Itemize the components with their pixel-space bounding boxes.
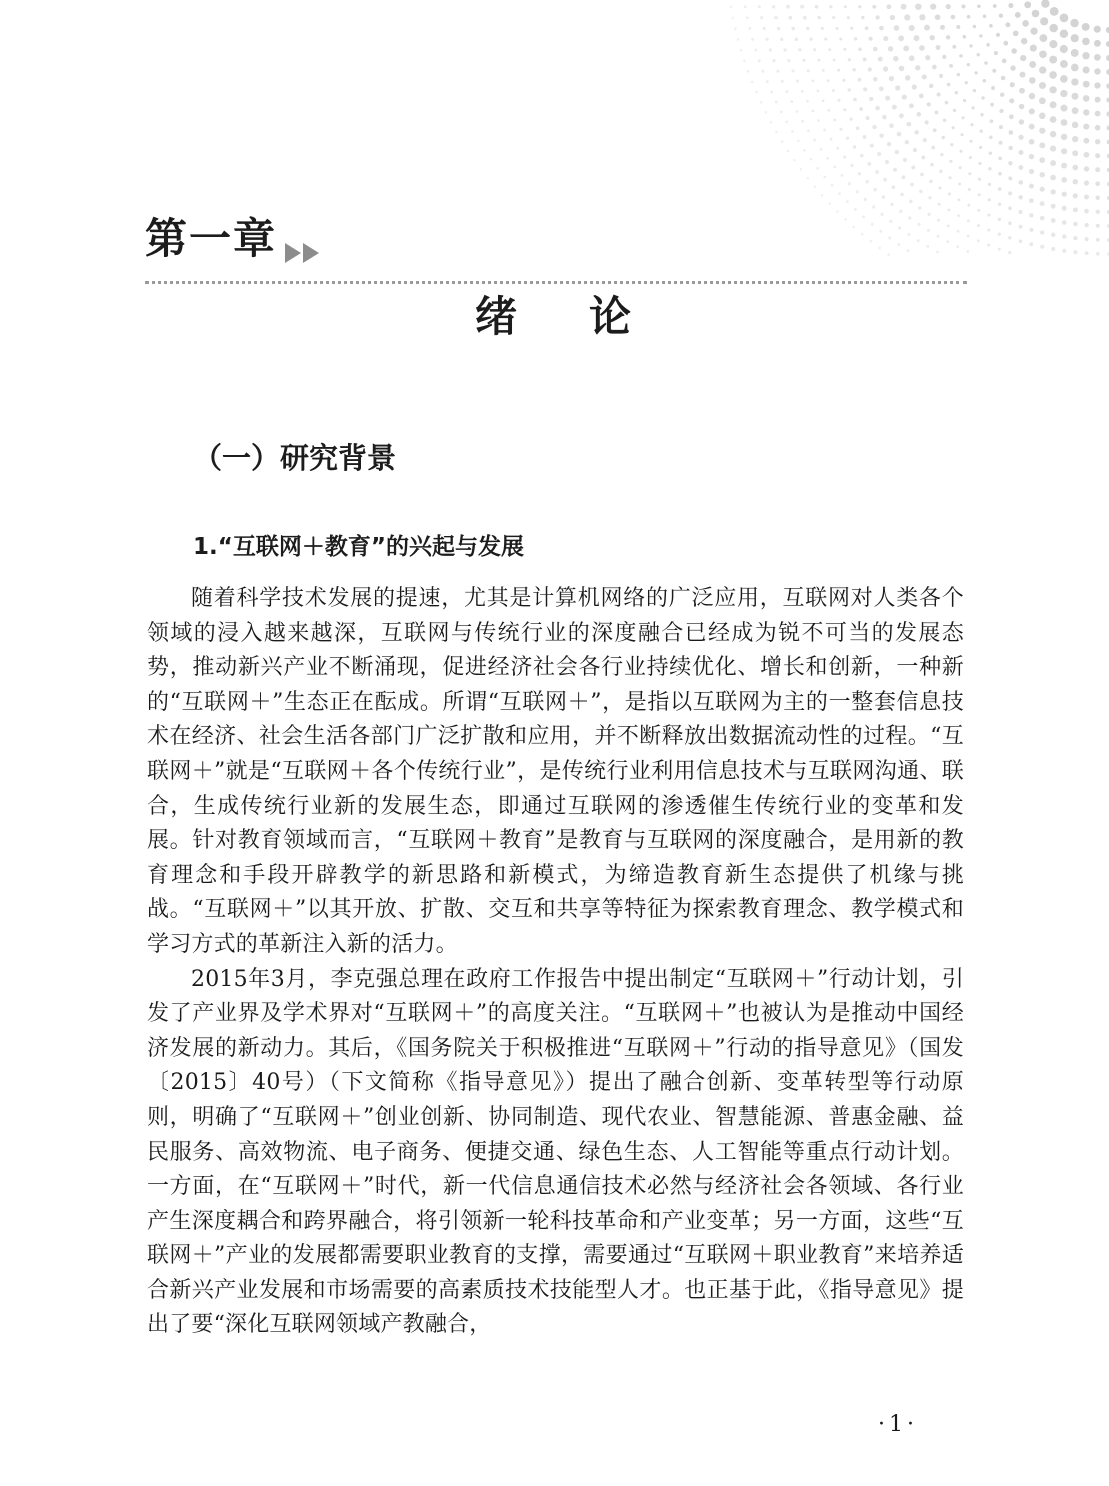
subsection-heading: 1.“互联网＋教育”的兴起与发展 [193,534,524,560]
body-text [147,582,964,1343]
chapter-divider [145,281,967,284]
paragraph-1: 随着科学技术发展的提速，尤其是计算机网络的广泛应用，互联网对人类各个领域的浸入越来越深，互联网与传统行业的深度融合已经成为锐不可当的发展态势，推动新兴产业不断涌现，促进经济社会各行业持续优化、增长和创新，一种新的“互联网＋”生态正在酝成。所谓“互联网＋”，是指以互联网为主的一整套信息技术在经济、社会生活各部门广泛扩散和应用，并不断释放出数据流动性的过程。“互联网＋”就是“互联网＋各个传统行业”，是传统行业利用信息技术与互联网沟通、联合，生成传统行业新的发展生态，即通过互联网的渗透催生传统行业的变革和发展。针对教育领域而言，“互联网＋教育”是教育与互联网的深度融合，是用新的教育理念和手段开辟教学的新思路和新模式，为缔造教育新生态提供了机缘与挑战。“互联网＋”以其开放、扩散、交互和共享等特征为探索教育理念、教学模式和学习方式的革新注入新的活力。 [147,586,964,957]
chapter-title [475,292,632,341]
chapter-title-char-1: 绪 [475,292,518,341]
chapter-label: 第一章 [145,214,278,263]
section-heading: （一）研究背景 [193,441,397,475]
paragraph-2: 2015年3月，李克强总理在政府工作报告中提出制定“互联网＋”行动计划，引发了产业界及学术界对“互联网＋”的高度关注。“互联网＋”也被认为是推动中国经济发展的新动力。其后，《国务院关于积极推进“互联网＋”行动的指导意见》（国发〔2015〕40号）（下文简称《指导意见》）提出了融合创新、变革转型等行动原则，明确了“互联网＋”创业创新、协同制造、现代农业、智慧能源、普惠金融、益民服务、高效物流、电子商务、便捷交通、绿色生态、人工智能等重点行动计划。一方面，在“互联网＋”时代，新一代信息通信技术必然与经济社会各领域、各行业产生深度耦合和跨界融合，将引领新一轮科技革命和产业变革；另一方面，这些“互联网＋”产业的发展都需要职业教育的支撑，需要通过“互联网＋职业教育”来培养适合新兴产业发展和市场需要的高素质技术技能型人才。也正基于此，《指导意见》提出了要“深化互联网领域产教融合， [147,966,964,1338]
double-arrow-icon [283,240,323,266]
page-number: ·1· [878,1412,918,1437]
chapter-title-char-2: 论 [589,292,632,341]
